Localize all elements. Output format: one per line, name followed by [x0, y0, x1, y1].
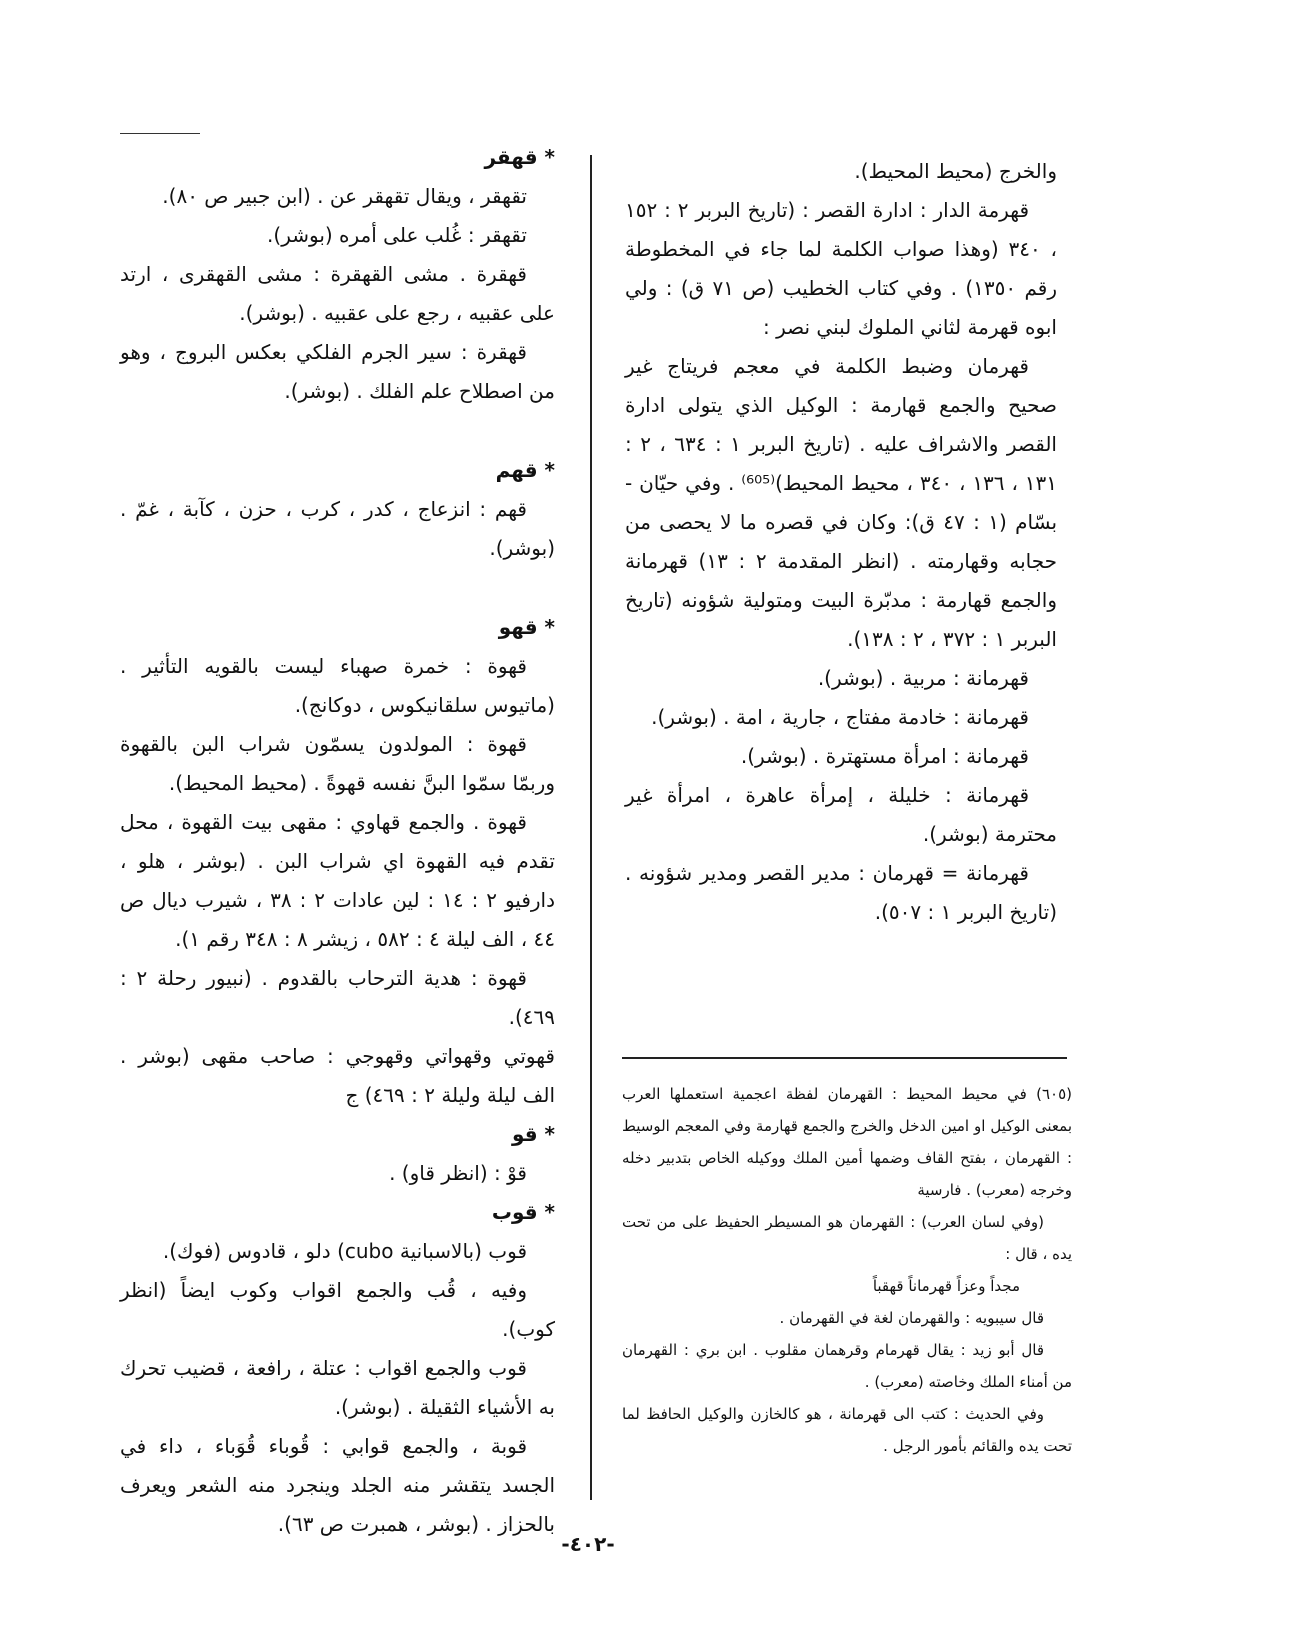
right-column [625, 152, 1057, 932]
paragraph: قوب والجمع اقواب : عتلة ، رافعة ، قضيب تحرك به الأشياء الثقيلة . (بوشر). [120, 1356, 555, 1419]
paragraph: تقهقر ، ويقال تقهقر عن . (ابن جبير ص ٨٠). [162, 184, 527, 208]
paragraph: والخرج (محيط المحيط). [854, 159, 1057, 183]
paragraph: قهرمان وضبط الكلمة في معجم فريتاج غير صحيح والجمع قهارمة : الوكيل الذي يتولى ادارة القصر والاشراف عليه . (تاريخ البربر ١ : ٦٣٤ ، ٢ : ١٣١ ، ١٣٦ ، ٣٤٠ ، محيط المحيط)⁽⁶⁰⁵⁾ . وفي حيّان - بسّام (١ : ٤٧ ق): وكان في قصره ما لا يحصى من حجابه وقهارمته . (انظر المقدمة ٢ : ١٣) قهرمانة والجمع قهارمة : مدبّرة البيت ومتولية شؤونه (تاريخ البربر ١ : ٣٧٢ ، ٢ : ١٣٨). [625, 354, 1058, 651]
paragraph: قهم : انزعاج ، كدر ، كرب ، حزن ، كآبة ، غمّ . (بوشر). [120, 497, 555, 560]
footnote-paragraph: (٦٠٥) في محيط المحيط : القهرمان لفظة اعجمية استعملها العرب بمعنى الوكيل او امين الدخل والخرج والجمع قهارمة وفي المعجم الوسيط : القهرمان ، بفتح القاف وضمها أمين الملك ووكيله الخاص بتدبير دخله وخرجه (معرب) . فارسية [622, 1085, 1072, 1199]
entry-heading: * قهقر [484, 145, 555, 169]
paragraph: قهرمة الدار : ادارة القصر : (تاريخ البربر ٢ : ١٥٢ ، ٣٤٠ (وهذا صواب الكلمة لما جاء في المخطوطة رقم ١٣٥٠) . وفي كتاب الخطيب (ص ٧١ ق) : ولي ابوه قهرمة لثاني الملوك لبني نصر : [625, 198, 1058, 339]
paragraph: تقهقر : غُلب على أمره (بوشر). [267, 223, 527, 247]
column-divider [590, 155, 592, 1500]
paragraph: قهوة . والجمع قهاوي : مقهى بيت القهوة ، محل تقدم فيه القهوة اي شراب البن . (بوشر ، هلو ، دارفيو ٢ : ١٤ : لين عادات ٢ : ٣٨ ، شيرب ديال ص ٤٤ ، الف ليلة ٤ : ٥٨٢ ، زيشر ٨ : ٣٤٨ رقم ١). [120, 810, 556, 951]
footnote-verse: مجداً وعزاً قهرماناً قهقباً [872, 1277, 1020, 1295]
paragraph: قهرمانة : مربية . (بوشر). [817, 666, 1029, 690]
paragraph: قوبة ، والجمع قوابي : قُوباء قُوَباء ، داء في الجسد يتقشر منه الجلد وينجرد منه الشعر ويعرف بالحزاز . (بوشر ، همبرت ص ٦٣). [120, 1434, 555, 1536]
paragraph: قهوة : خمرة صهباء ليست بالقويه التأثير . (ماتيوس سلقانيكوس ، دوكانج). [120, 654, 555, 717]
paragraph: قهوة : هدية الترحاب بالقدوم . (نبيور رحلة ٢ : ٤٦٩). [120, 966, 555, 1029]
paragraph: قهقرة : سير الجرم الفلكي بعكس البروج ، وهو من اصطلاح علم الفلك . (بوشر). [120, 340, 555, 403]
paragraph: قهرمانة : خليلة ، إمرأة عاهرة ، امرأة غير محترمة (بوشر). [625, 783, 1057, 846]
page-number: -٤٠٢- [561, 1532, 615, 1556]
paragraph: قهرمانة : امرأة مستهترة . (بوشر). [740, 744, 1029, 768]
entry-heading: * قهم [495, 458, 555, 482]
entry-heading: * قو [511, 1122, 555, 1146]
paragraph: قوب (بالاسبانية cubo) دلو ، قادوس (فوك). [162, 1239, 527, 1263]
paragraph: وفيه ، قُب والجمع اقواب وكوب ايضاً (انظر كوب). [120, 1278, 555, 1341]
entry-heading: * قهو [498, 615, 555, 639]
paragraph: قهوتي وقهواتي وقهوجي : صاحب مقهى (بوشر . الف ليلة وليلة ٢ : ٤٦٩) ج [120, 1044, 555, 1107]
entry-heading: * قوب [491, 1200, 555, 1224]
paragraph: قوْ : (انظر قاو) . [389, 1161, 527, 1185]
paragraph: قهقرة . مشى القهقرة : مشى القهقرى ، ارتد على عقبيه ، رجع على عقبيه . (بوشر). [120, 262, 555, 325]
paragraph: قهرمانة : خادمة مفتاج ، جارية ، امة . (بوشر). [651, 705, 1029, 729]
footnote-paragraph: (وفي لسان العرب) : القهرمان هو المسيطر الحفيظ على من تحت يده ، قال : [622, 1213, 1072, 1263]
footnote-paragraph: وفي الحديث : كتب الى قهرمانة ، هو كالخازن والوكيل الحافظ لما تحت يده والقائم بأمور الرجل . [622, 1405, 1072, 1455]
paragraph: قهرمانة = قهرمان : مدير القصر ومدير شؤونه . (تاريخ البربر ١ : ٥٠٧). [625, 861, 1057, 924]
footnote-paragraph: قال سيبويه : والقهرمان لغة في القهرمان . [779, 1309, 1044, 1327]
top-rule [120, 133, 200, 134]
paragraph: قهوة : المولدون يسمّون شراب البن بالقهوة وربمّا سمّوا البنَّ نفسه قهوةً . (محيط المحيط). [120, 732, 555, 795]
footnote-paragraph: قال أبو زيد : يقال قهرمام وقرهمان مقلوب . ابن بري : القهرمان من أمناء الملك وخاصته (معرب) . [622, 1341, 1072, 1391]
footnote-rule [622, 1057, 1067, 1059]
left-column [120, 138, 555, 1544]
footnote [622, 1078, 1072, 1462]
